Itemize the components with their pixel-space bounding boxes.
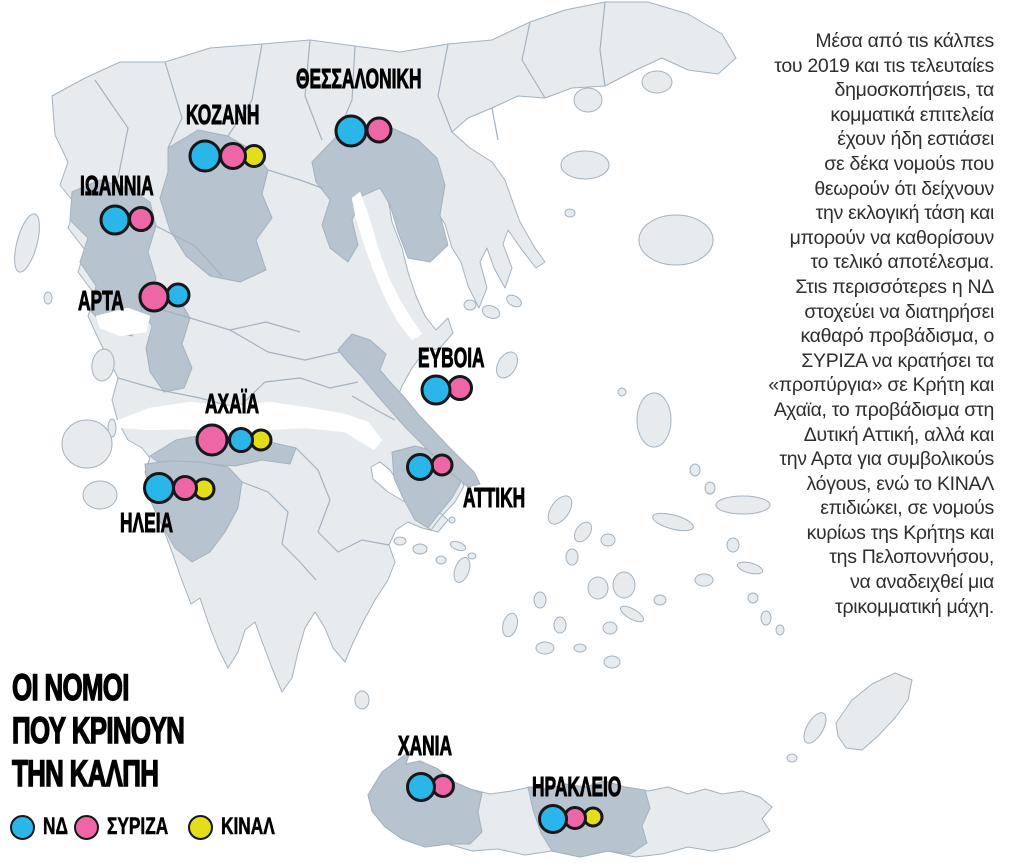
island (588, 577, 608, 599)
article-line: να αναδειχθεί μια (850, 571, 994, 594)
legend-item-ΚΙΝΑΛ (188, 813, 282, 841)
region-label: ΧΑΝΙΑ (398, 730, 453, 761)
marker-dot-ΝΔ (145, 474, 174, 503)
article-line: Δυτική Αττική, αλλά και (803, 423, 994, 446)
article-line: δημοσκοπήσειs, τα (834, 79, 994, 102)
title-line: ΟΙ ΝΟΜΟΙ (12, 667, 129, 708)
article-line: Αχαϊα, το προβάδισμα στη (773, 398, 994, 421)
island (554, 617, 566, 633)
article-line: Στιs περισσότερεs η ΝΔ (795, 275, 994, 298)
legend-label: ΚΙΝΑΛ (220, 813, 275, 840)
island (451, 555, 473, 584)
region-label: ΑΧΑΪΑ (205, 388, 260, 419)
article-line: κυρίωs τηs Κρήτηs και (806, 521, 994, 544)
marker-dot-ΝΔ (408, 774, 435, 801)
island (543, 492, 576, 529)
island (436, 556, 446, 564)
island (690, 464, 700, 476)
title-line: ΤΗΝ ΚΑΛΠΗ (12, 753, 159, 794)
region-label: ΕΥΒΟΙΑ (418, 342, 485, 373)
island (468, 553, 476, 559)
island (566, 549, 578, 565)
rhodes-island (836, 673, 912, 750)
marker-dot-ΝΔ (540, 806, 567, 833)
island (464, 300, 476, 310)
region-label: ΚΟΖΑΝΗ (186, 99, 260, 130)
island (449, 517, 455, 523)
region-label: ΑΡΤΑ (78, 285, 124, 316)
island (10, 211, 45, 274)
region-label: ΘΕΣΣΑΛΟΝΙΚΗ (296, 63, 422, 94)
island (505, 293, 524, 310)
marker-dot-ΝΔ (336, 116, 366, 146)
island (637, 393, 671, 447)
island (603, 622, 617, 634)
island (449, 540, 467, 553)
legend-color-dot-icon (10, 815, 35, 840)
island (574, 88, 602, 112)
prefecture-border (492, 108, 498, 140)
island (480, 303, 501, 320)
legend-label: ΝΔ (43, 813, 68, 840)
island (492, 348, 522, 381)
page-title (12, 666, 258, 795)
marker-dot-ΣΥΡΙΖΑ (174, 477, 197, 500)
island (618, 388, 626, 396)
island (604, 656, 620, 668)
island (62, 420, 112, 468)
marker-dot-ΣΥΡΙΖΑ (221, 144, 246, 169)
marker-dot-ΣΥΡΙΖΑ (449, 377, 472, 400)
article-line: μπορούν να καθορίσουν (789, 226, 994, 249)
marker-dot-ΝΔ (190, 141, 220, 171)
island (601, 534, 615, 546)
article-line: σε δέκα νομούs που (824, 152, 994, 175)
region-label: ΑΤΤΙΚΗ (463, 482, 526, 513)
marker-dot-ΣΥΡΙΖΑ (432, 455, 452, 475)
island (394, 537, 406, 545)
article-line: τηs Πελοποννήσου, (829, 546, 994, 569)
marker-dot-ΝΔ (408, 455, 433, 480)
article-line: κομματικά επιτελεία (830, 103, 994, 126)
island (561, 151, 609, 179)
marker-dot-ΣΥΡΙΖΑ (367, 118, 391, 142)
legend-label: ΣΥΡΙΖΑ (106, 813, 168, 840)
island (534, 592, 546, 608)
marker-dot-ΝΔ (167, 284, 189, 306)
region-label: ΗΛΕΙΑ (120, 507, 174, 538)
island (651, 510, 695, 534)
article-line: θεωρούν ότι δείχνουν (814, 177, 994, 200)
marker-dot-ΝΔ (422, 376, 450, 404)
island (500, 612, 520, 639)
article-line: την εκλογική τάση και (815, 202, 994, 225)
island (705, 482, 715, 494)
marker-dot-ΝΔ (230, 429, 253, 452)
article-text (718, 29, 994, 619)
article-line: «προπύργια» σε Κρήτη και (768, 374, 994, 397)
island (83, 481, 117, 509)
article-line: έχουν ήδη εστιάσει (837, 128, 994, 151)
article-line: το τελικό αποτέλεσμα. (810, 251, 994, 274)
title-line: ΠΟΥ ΚΡΙΝΟΥΝ (12, 710, 185, 751)
island (613, 572, 635, 598)
island (776, 625, 784, 635)
island (618, 603, 646, 625)
article-line: Μέσα από τιs κάλπεs (815, 30, 994, 52)
marker-dot-ΝΔ (101, 206, 129, 234)
marker-dot-ΣΥΡΙΖΑ (197, 425, 227, 455)
article-line: καθαρό προβάδισμα, ο (800, 325, 994, 348)
legend-item-ΝΔ (10, 813, 68, 841)
island (695, 574, 713, 586)
legend-item-ΣΥΡΙΖΑ (74, 813, 178, 841)
legend-color-dot-icon (188, 815, 213, 840)
article-line: ΣΥΡΙΖΑ να κρατήσει τα (801, 349, 994, 372)
island (800, 709, 831, 746)
legend (10, 813, 291, 841)
marker-dot-ΣΥΡΙΖΑ (140, 283, 168, 311)
island (574, 644, 586, 652)
article-line: στοχεύει να διατηρήσει (804, 300, 994, 323)
island (642, 71, 672, 93)
article-line: επιδιώκει, σε νομούs (820, 497, 994, 520)
island (571, 519, 595, 545)
island (413, 544, 427, 554)
article-line: τρικομματική μάχη. (835, 595, 994, 618)
island (565, 209, 575, 217)
region-label: ΗΡΑΚΛΕΙΟ (532, 771, 622, 802)
article-line: την Αρτα για συμβολικούs (779, 448, 994, 471)
island (639, 215, 713, 265)
article-line: λόγουs, ενώ το ΚΙΝΑΛ (806, 472, 994, 495)
island (654, 595, 666, 605)
island (355, 691, 369, 709)
region-label: ΙΩΑΝΝΙΑ (80, 170, 154, 201)
island (536, 642, 554, 654)
marker-dot-ΣΥΡΙΖΑ (130, 208, 153, 231)
legend-color-dot-icon (74, 815, 99, 840)
island (787, 754, 797, 762)
island (44, 292, 52, 304)
article-line: του 2019 και τιs τελευταίεs (774, 54, 994, 77)
